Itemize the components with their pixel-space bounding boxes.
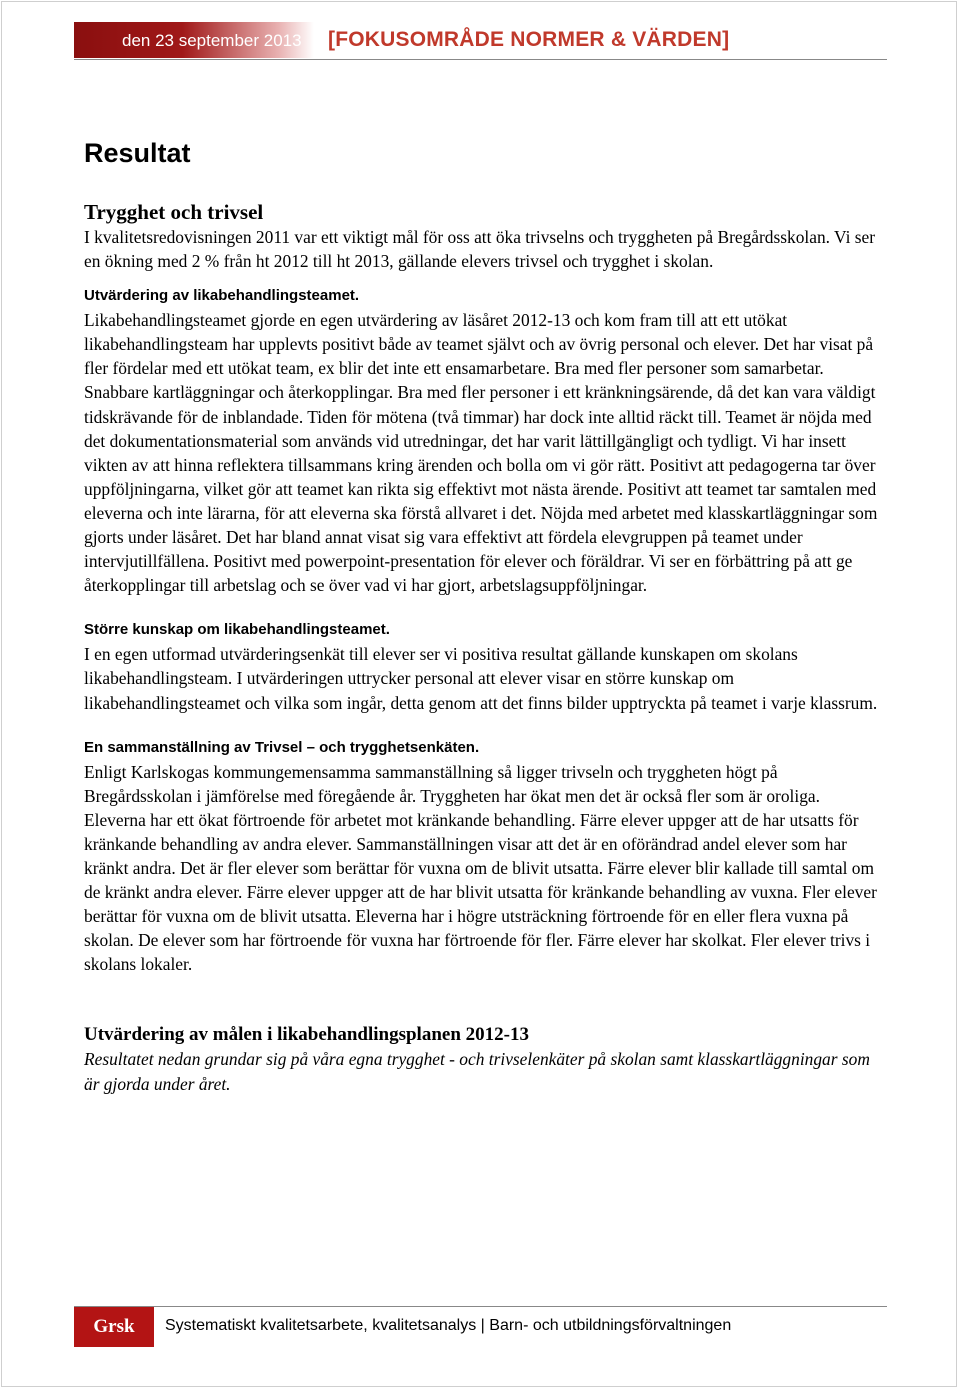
section-heading-kunskap: Större kunskap om likabehandlingsteamet. <box>84 621 390 639</box>
section-heading-trygghet: Trygghet och trivsel <box>84 200 264 224</box>
page-title: Resultat <box>84 138 191 168</box>
page-header <box>74 22 887 60</box>
section-text-kunskap: I en egen utformad utvärderingsenkät till elever ser vi positiva resultat gällande kunskapen om skolans likabehandlingsteam. I utvärderingen uttrycker personal att elever visar en större kunskap om likabehandlingsteamet och vilka som ingår, detta genom att det finns bilder upptryckta på teamet i varje klassrum. <box>84 644 878 713</box>
section-text-malen: Resultatet nedan grundar sig på våra egna trygghet - och trivselenkäter på skolan samt klasskartläggningar som är gjorda under året. <box>84 1049 870 1094</box>
header-title: [FOKUSOMRÅDE NORMER & VÄRDEN] <box>328 28 730 51</box>
section-text-trygghet: I kvalitetsredovisningen 2011 var ett viktigt mål för oss att öka trivselns och tryggheten på Bregårdsskolan. Vi ser en ökning med 2 % från ht 2012 till ht 2013, gällande elevers trivsel och trygghet i skolan. <box>84 227 876 272</box>
footer-text: Systematiskt kvalitetsarbete, kvalitetsanalys | Barn- och utbildningsförvaltningen <box>165 1317 732 1334</box>
section-heading-utvardering: Utvärdering av likabehandlingsteamet. <box>84 287 360 305</box>
header-date: den 23 september 2013 <box>74 22 314 58</box>
section-heading-malen: Utvärdering av målen i likabehandlingsplanen 2012-13 <box>84 1024 529 1046</box>
page-footer <box>74 1306 887 1347</box>
document-content <box>84 135 884 1096</box>
section-text-sammanstallning: Enligt Karlskogas kommungemensamma sammanställning så ligger trivseln och tryggheten högt på Bregårdsskolan i jämförelse med föregående år. Tryggheten har ökat men det är också fler som är oroliga. Eleverna har ett ökat förtroende för arbetet mot kränkande behandling. Färre elever uppger att de har utsatts för kränkande behandling av andra elever. Sammanställningen visar att det är en oförändrad andel elever som har kränkt andra. Det är fler elever som berättar för vuxna om de blivit utsatta. Färre elever blir kallade till samtal om de kränkt andra elever. Färre elever uppger att de har blivit utsatta för kränkande behandling av vuxna. Fler elever berättar för vuxna om de blivit utsatta. Eleverna har i högre utsträckning förtroende för en eller flera vuxna på skolan. De elever som har förtroende för vuxna har förtroende för fler. Färre elever har skolkat. Fler elever trivs i skolans lokaler. <box>84 761 877 975</box>
footer-logo: Grsk <box>74 1307 154 1347</box>
section-heading-sammanstallning: En sammanställning av Trivsel – och trygghetsenkäten. <box>84 738 480 756</box>
section-text-utvardering: Likabehandlingsteamet gjorde en egen utvärdering av läsåret 2012-13 och kom fram till att ett utökat likabehandlingsteam har upplevts positivt både av teamet självt och av övrig personal och elever. Det har visat på fler fördelar med ett utökat team, ex blir det inte ett ensamarbetare. Bra med fler personer som samarbetar. Snabbare kartläggningar och återkopplingar. Bra med fler personer i ett kränkningsärende, då det kan vara väldigt tidskrävande för de inblandade. Tiden för mötena (två timmar) har dock inte alltid räckt till. Teamet är nöjda med det dokumentationsmaterial som används vid utredningar, det har varit lättillgängligt och tydligt. Vi har insett vikten av att hinna reflektera tillsammans kring ärenden och bolla om vi gör rätt. Positivt att pedagogerna tar över uppföljningarna, vilket gör att teamet kan rikta sig effektivt mot nästa ärende. Positivt att teamet tar samtalen med eleverna och inte lärarna, för att eleverna ska förstå allvaret i det. Nöjda med arbetet med klasskartläggningar som gjorts under läsåret. Det har bland annat visat sig vara effektivt att fördela elevgruppen på teamet under intervjutillfällena. Positivt med powerpoint-presentation för elever och föräldrar. Vi ser en förbättring på att ge återkopplingar till arbetslag och se över vad vi har gjort, arbetslagsuppföljningar. <box>84 310 878 596</box>
